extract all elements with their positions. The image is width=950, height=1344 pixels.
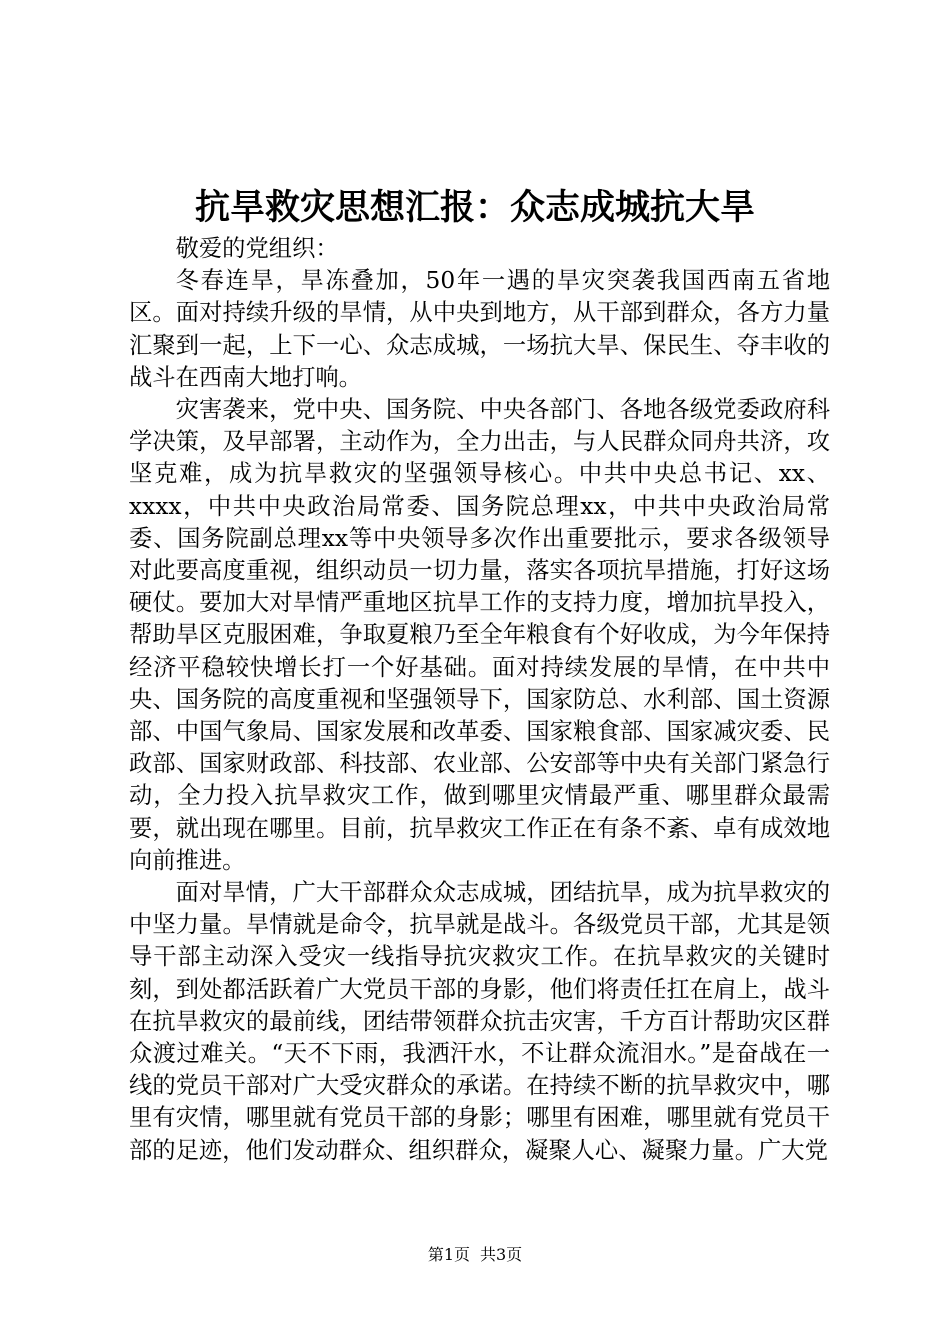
document-title: 抗旱救灾思想汇报：众志成城抗大旱	[194, 187, 755, 228]
paragraph-3: 面对旱情，广大干部群众众志成城，团结抗旱，成为抗旱救灾的中坚力量。旱情就是命令，抗旱就是战斗。各级党员干部，尤其是领导干部主动深入受灾一线指导抗灾救灾工作。在抗旱救灾的关键时刻，到处都活跃着广大党员干部的身影，他们将责任扛在肩上，战斗在抗旱救灾的最前线，团结带领群众抗击灾害，千方百计帮助灾区群众渡过难关。“天不下雨，我洒汗水，不让群众流泪水。”是奋战在一线的党员干部对广大受灾群众的承诺。在持续不断的抗旱救灾中，哪里有灾情，哪里就有党员干部的身影；哪里有困难，哪里就有党员干部的足迹，他们发动群众、组织群众，凝聚人心、凝聚力量。广大党	[129, 879, 830, 1164]
paragraph-1: 冬春连旱，旱冻叠加，50年一遇的旱灾突袭我国西南五省地区。面对持续升级的旱情，从中央到地方，从干部到群众，各方力量汇聚到一起，上下一心、众志成城，一场抗大旱、保民生、夺丰收的战斗在西南大地打响。	[129, 267, 830, 391]
salutation: 敬爱的党组织：	[175, 235, 339, 262]
page-number-total: 共3页	[480, 1245, 523, 1264]
paragraph-2: 灾害袭来，党中央、国务院、中央各部门、各地各级党委政府科学决策，及早部署，主动作为，全力出击，与人民群众同舟共济，攻坚克难，成为抗旱救灾的坚强领导核心。中共中央总书记、xx、xxxx，中共中央政治局常委、国务院总理xx，中共中央政治局常委、国务院副总理xx等中央领导多次作出重要批示，要求各级领导对此要高度重视，组织动员一切力量，落实各项抗旱措施，打好这场硬仗。要加大对旱情严重地区抗旱工作的支持力度，增加抗旱投入，帮助旱区克服困难，争取夏粮乃至全年粮食有个好收成，为今年保持经济平稳较快增长打一个好基础。面对持续发展的旱情，在中共中央、国务院的高度重视和坚强领导下，国家防总、水利部、国土资源部、中国气象局、国家发展和改革委、国家粮食部、国家减灾委、民政部、国家财政部、科技部、农业部、公安部等中央有关部门紧急行动，全力投入抗旱救灾工作，做到哪里灾情最严重、哪里群众最需要，就出现在哪里。目前，抗旱救灾工作正在有条不紊、卓有成效地向前推进。	[129, 396, 830, 874]
document-body	[129, 233, 830, 1167]
page-number-current: 第1页	[427, 1245, 470, 1264]
page-footer	[0, 1244, 950, 1266]
